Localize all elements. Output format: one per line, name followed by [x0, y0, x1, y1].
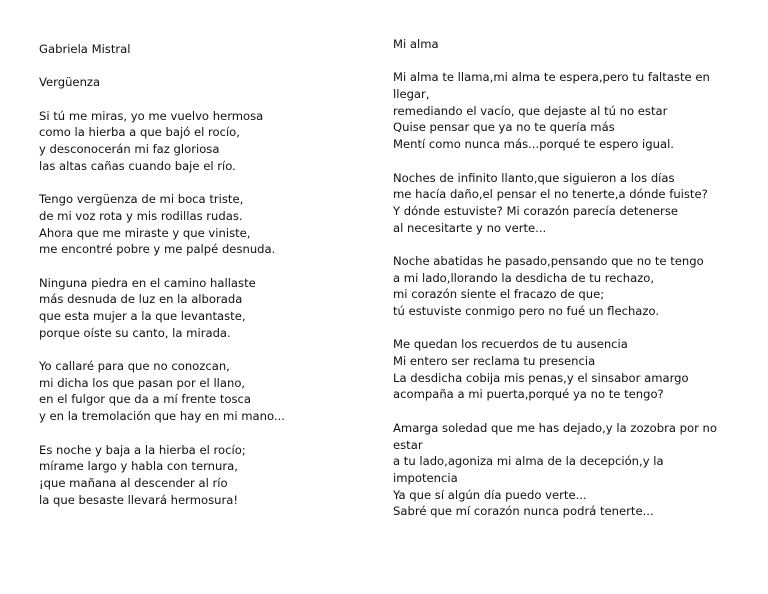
poem-line: acompaña a mi puerta,porqué ya no te tengo?	[393, 387, 664, 402]
poem-line: como la hierba a que bajó el rocío,	[39, 125, 240, 140]
stanza	[39, 275, 369, 342]
poem-line: estar	[393, 437, 423, 452]
poem-line: Amarga soledad que me has dejado,y la zozobra por no	[393, 420, 717, 435]
poem-title: Vergüenza	[39, 75, 101, 90]
poem-line: de mi voz rota y mis rodillas rudas.	[39, 208, 243, 223]
poem-title: Mi alma	[393, 37, 439, 51]
poem-line: Y dónde estuviste? Mi corazón parecía detenerse	[393, 203, 678, 218]
poem-line: Tengo vergüenza de mi boca triste,	[39, 192, 244, 207]
poem-line: ¡que mañana al descender al río	[39, 475, 228, 490]
poem-line: llegar,	[393, 87, 430, 102]
poem-author: Gabriela Mistral	[39, 42, 131, 56]
poem-line: y desconocerán mi faz gloriosa	[39, 142, 220, 157]
poem-line: Quise pensar que ya no te quería más	[393, 120, 615, 135]
poem-line: porque oíste su canto, la mirada.	[39, 325, 231, 340]
poem-line: Yo callaré para que no conozcan,	[39, 359, 230, 374]
poem-line: mi dicha los que pasan por el llano,	[39, 375, 246, 390]
poem-line: la que besaste llevará hermosura!	[39, 492, 239, 507]
stanza	[393, 336, 733, 403]
poem-line: Mi entero ser reclama tu presencia	[393, 354, 596, 369]
poem-line: a mi lado,llorando la desdicha de tu rechazo,	[393, 270, 655, 285]
poem-line: Ninguna piedra en el camino hallaste	[39, 275, 256, 290]
poem-line: me encontré pobre y me palpé desnuda.	[39, 242, 276, 257]
stanza	[393, 69, 733, 152]
poem-line: Mi alma te llama,mi alma te espera,pero tu faltaste en	[393, 70, 710, 85]
poem-line: Ahora que me miraste y que viniste,	[39, 225, 251, 240]
poem-line: las altas cañas cuando baje el río.	[39, 158, 236, 173]
poem-line: Noches de infinito llanto,que siguieron a los días	[393, 170, 675, 185]
poem-line: me hacía daño,el pensar el no tenerte,a dónde fuiste?	[393, 187, 708, 202]
poem-line: Ya que sí algún día puedo verte...	[393, 487, 587, 502]
stanza	[393, 170, 733, 237]
stanza	[39, 108, 369, 175]
poem-line: Mentí como nunca más...porqué te espero igual.	[393, 137, 674, 152]
right-poem	[393, 36, 733, 537]
stanza	[393, 253, 733, 320]
left-poem	[39, 41, 369, 525]
stanza	[39, 191, 369, 258]
poem-line: más desnuda de luz en la alborada	[39, 292, 243, 307]
poem-line: tú estuviste conmigo pero no fué un flechazo.	[393, 304, 660, 318]
stanza	[39, 442, 369, 509]
stanza	[393, 420, 733, 520]
stanza	[39, 358, 369, 425]
poem-line: al necesitarte y no verte...	[393, 220, 547, 235]
poem-line: Sabré que mí corazón nunca podrá tenerte...	[393, 504, 654, 519]
poem-line: Es noche y baja a la hierba el rocío;	[39, 442, 246, 457]
poem-line: mi corazón siente el fracazo de que;	[393, 287, 605, 302]
poem-line: mírame largo y habla con ternura,	[39, 459, 238, 474]
poem-line: y en la tremolación que hay en mi mano...	[39, 409, 285, 424]
poem-line: remediando el vacío, que dejaste al tú no estar	[393, 103, 668, 118]
poem-line: que esta mujer a la que levantaste,	[39, 309, 246, 323]
poem-line: Si tú me miras, yo me vuelvo hermosa	[39, 108, 264, 123]
poem-line: Noche abatidas he pasado,pensando que no te tengo	[393, 253, 704, 268]
poem-line: Me quedan los recuerdos de tu ausencia	[393, 337, 628, 352]
poem-line: a tu lado,agoniza mi alma de la decepción,y la	[393, 454, 664, 469]
poem-line: La desdicha cobija mis penas,y el sinsabor amargo	[393, 370, 689, 385]
poem-line: en el fulgor que da a mí frente tosca	[39, 392, 252, 407]
poem-line: impotencia	[393, 470, 458, 485]
